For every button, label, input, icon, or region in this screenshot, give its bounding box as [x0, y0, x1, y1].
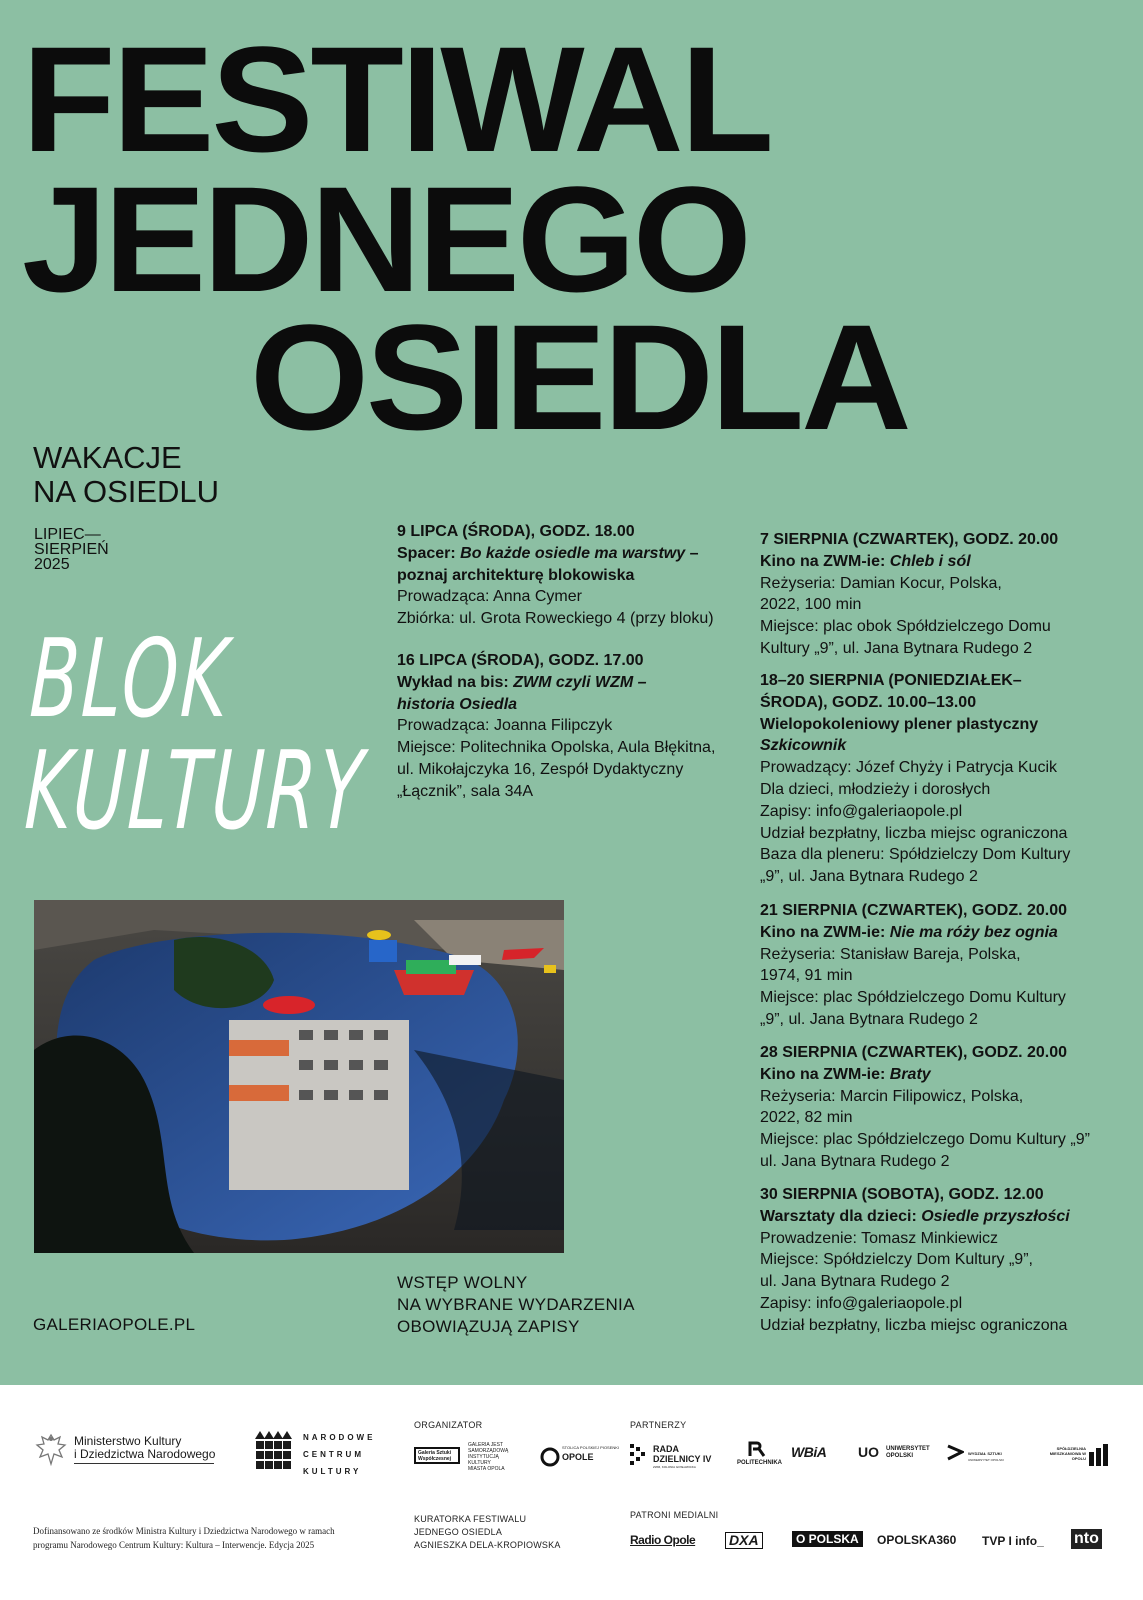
partner-wbia: WBiA — [791, 1444, 827, 1460]
media-radio-opole: Radio Opole — [630, 1533, 696, 1547]
festival-title-line2: JEDNEGO — [22, 155, 749, 323]
event-title: Kino na ZWM-ie: Braty — [760, 1065, 931, 1083]
rada-dzielnicy-icon — [630, 1444, 646, 1466]
event-detail: „9”, ul. Jana Bytnara Rudego 2 — [760, 1010, 978, 1028]
blok-kultury-logo — [22, 617, 373, 854]
partner-rada-dzielnicy: RADA DZIELNICY IV — [653, 1444, 712, 1464]
eagle-emblem-icon — [34, 1431, 68, 1471]
date-range — [34, 527, 109, 572]
nck-grid-icon — [255, 1429, 293, 1471]
event-title: Spacer: Bo każde osiedle ma warstwy – — [397, 544, 699, 562]
event-detail: 2022, 82 min — [760, 1109, 853, 1127]
event-detail: Prowadzący: Józef Chyży i Patrycja Kucik — [760, 759, 1057, 777]
spoldzielnia-icon — [1089, 1444, 1109, 1466]
date-range-line2: SIERPIEŃ — [34, 541, 109, 558]
media-patrons-label: PATRONI MEDIALNI — [630, 1510, 719, 1520]
wydzial-sztuki-icon — [946, 1443, 964, 1461]
event-detail: ul. Jana Bytnara Rudego 2 — [760, 1273, 950, 1291]
event-detail: Prowadzenie: Tomasz Minkiewicz — [760, 1229, 999, 1247]
event-detail: Miejsce: plac Spółdzielczego Domu Kultury „9” — [760, 1131, 1090, 1149]
media-dxa: DXA — [725, 1532, 763, 1549]
media-opolska360: OPOLSKA360 — [877, 1533, 957, 1547]
puddle-reflection-photo — [34, 900, 564, 1253]
entry-note-line2: NA WYBRANE WYDARZENIA — [397, 1295, 635, 1314]
event-detail: Udział bezpłatny, liczba miejsc ograniczona — [760, 1316, 1068, 1334]
festival-title-line1: FESTIWAL — [22, 15, 771, 183]
event-title: Warsztaty dla dzieci: Osiedle przyszłości — [760, 1207, 1070, 1225]
subtitle — [33, 441, 219, 509]
galeria-logo-text: Galeria Sztuki Współczesnej — [418, 1450, 452, 1462]
event-detail: Reżyseria: Marcin Filipowicz, Polska, — [760, 1087, 1024, 1105]
partner-politechnika: POLITECHNIKA — [737, 1460, 782, 1466]
nck-logo-text: NARODOWE CENTRUM KULTURY — [303, 1433, 376, 1476]
event-detail: Miejsce: plac Spółdzielczego Domu Kultury — [760, 989, 1066, 1007]
event-detail: Prowadząca: Joanna Filipczyk — [397, 717, 613, 735]
ministry-underline — [74, 1463, 214, 1464]
organizer-label: ORGANIZATOR — [414, 1420, 483, 1430]
partner-rada-sub: ZWM, KOLONIA GOSŁAWICKA — [653, 1465, 696, 1469]
website-link[interactable]: GALERIAOPOLE.PL — [33, 1315, 196, 1334]
event-card — [760, 1042, 1090, 1173]
event-detail: „9”, ul. Jana Bytnara Rudego 2 — [760, 868, 978, 886]
event-detail: ul. Jana Bytnara Rudego 2 — [760, 1152, 950, 1170]
event-detail: Baza dla pleneru: Spółdzielczy Dom Kultury — [760, 846, 1071, 864]
partner-uo: UO — [858, 1444, 879, 1460]
event-title: Wykład na bis: ZWM czyli WZM – — [397, 673, 647, 691]
event-detail: ul. Mikołajczyka 16, Zespół Dydaktyczny — [397, 760, 684, 778]
date-range-line3: 2025 — [34, 556, 70, 573]
media-o-polska: O POLSKA — [792, 1531, 863, 1547]
event-detail: Miejsce: Spółdzielczy Dom Kultury „9”, — [760, 1251, 1033, 1269]
event-date: 16 LIPCA (ŚRODA), GODZ. 17.00 — [397, 652, 644, 669]
partner-uo-sub: UNIWERSYTET OPOLSKI — [886, 1446, 930, 1459]
event-detail: Reżyseria: Stanisław Bareja, Polska, — [760, 945, 1021, 963]
event-detail: 1974, 91 min — [760, 967, 853, 985]
opole-circle-icon — [540, 1447, 560, 1467]
festival-title-line3: OSIEDLA — [250, 293, 909, 461]
event-detail: 2022, 100 min — [760, 596, 862, 614]
event-card — [397, 521, 714, 630]
partners-label: PARTNERZY — [630, 1420, 687, 1430]
event-detail: Prowadząca: Anna Cymer — [397, 588, 582, 606]
subtitle-line2: NA OSIEDLU — [33, 474, 220, 509]
media-nto: nto — [1071, 1529, 1102, 1549]
event-card — [397, 650, 715, 803]
event-title: Kino na ZWM-ie: Chleb i sól — [760, 552, 971, 570]
event-detail: Dla dzieci, młodzieży i dorosłych — [760, 780, 991, 798]
event-detail: Reżyseria: Damian Kocur, Polska, — [760, 574, 1002, 592]
event-detail: Zbiórka: ul. Grota Roweckiego 4 (przy bloku) — [397, 610, 714, 628]
event-date-line2: ŚRODA), GODZ. 10.00–13.00 — [760, 693, 977, 711]
event-date: 28 SIERPNIA (CZWARTEK), GODZ. 20.00 — [760, 1044, 1068, 1061]
ministry-logo: Ministerstwo Kultury i Dziedzictwa Narodowego — [74, 1434, 216, 1461]
subtitle-line1: WAKACJE — [33, 440, 182, 475]
event-detail: „Łącznik”, sala 34A — [397, 782, 534, 800]
sponsors-footer — [0, 1385, 1143, 1600]
event-title-line2: Szkicownik — [760, 737, 847, 755]
partner-wydzial-sztuki: WYDZIAŁ SZTUKI — [968, 1451, 1002, 1456]
event-title-line2: historia Osiedla — [397, 695, 518, 713]
event-card — [760, 529, 1058, 660]
event-card — [760, 1184, 1070, 1337]
partner-spoldzielnia: SPÓŁDZIELNIA MIESZKANIOWA W OPOLU — [1049, 1446, 1086, 1461]
blok-logo-line2: KULTURY — [22, 729, 368, 854]
media-tvp-info: TVP I info_ — [982, 1534, 1044, 1548]
event-title: Wielopokoleniowy plener plastyczny — [760, 715, 1039, 733]
funding-note: Dofinansowano ze środków Ministra Kultury i Dziedzictwa Narodowego w ramach programu Narodowego Centrum Kultury: Kultura – Interwencje. Edycja 2025 — [33, 1526, 335, 1550]
event-detail: Kultury „9”, ul. Jana Bytnara Rudego 2 — [760, 639, 1033, 657]
event-card — [760, 670, 1070, 888]
event-date: 7 SIERPNIA (CZWARTEK), GODZ. 20.00 — [760, 531, 1059, 548]
event-card — [760, 900, 1067, 1031]
opole-logo: OPOLE — [562, 1452, 594, 1462]
politechnika-icon — [747, 1440, 767, 1458]
event-date: 18–20 SIERPNIA (PONIEDZIAŁEK– — [760, 672, 1022, 689]
event-date: 30 SIERPNIA (SOBOTA), GODZ. 12.00 — [760, 1186, 1044, 1203]
event-detail: Udział bezpłatny, liczba miejsc ograniczona — [760, 824, 1068, 842]
opole-tagline: STOLICA POLSKIEJ PIOSENKI — [562, 1445, 620, 1450]
blok-logo-line1: BLOK — [27, 617, 234, 742]
date-range-line1: LIPIEC— — [34, 526, 101, 543]
entry-note — [397, 1272, 635, 1338]
curator-info: KURATORKA FESTIWALU JEDNEGO OSIEDLA AGNIESZKA DELA-KROPIOWSKA — [414, 1514, 561, 1550]
event-date: 21 SIERPNIA (CZWARTEK), GODZ. 20.00 — [760, 902, 1068, 919]
event-detail: Miejsce: plac obok Spółdzielczego Domu — [760, 618, 1051, 636]
entry-note-line3: OBOWIĄZUJĄ ZAPISY — [397, 1317, 580, 1336]
event-title: Kino na ZWM-ie: Nie ma róży bez ognia — [760, 923, 1058, 941]
event-title-line2: poznaj architekturę blokowiska — [397, 566, 635, 584]
partner-wydzial-sub: UNIWERSYTET OPOLSKI — [968, 1458, 1004, 1462]
galeria-note: GALERIA JEST SAMORZĄDOWĄ INSTYTUCJĄ KULTURY MIASTA OPOLA — [468, 1442, 509, 1472]
photo-illustration — [34, 900, 564, 1253]
entry-note-line1: WSTĘP WOLNY — [397, 1273, 528, 1292]
event-detail: Zapisy: info@galeriaopole.pl — [760, 802, 963, 820]
event-date: 9 LIPCA (ŚRODA), GODZ. 18.00 — [397, 523, 635, 540]
event-detail: Miejsce: Politechnika Opolska, Aula Błękitna, — [397, 739, 716, 757]
event-detail: Zapisy: info@galeriaopole.pl — [760, 1294, 963, 1312]
